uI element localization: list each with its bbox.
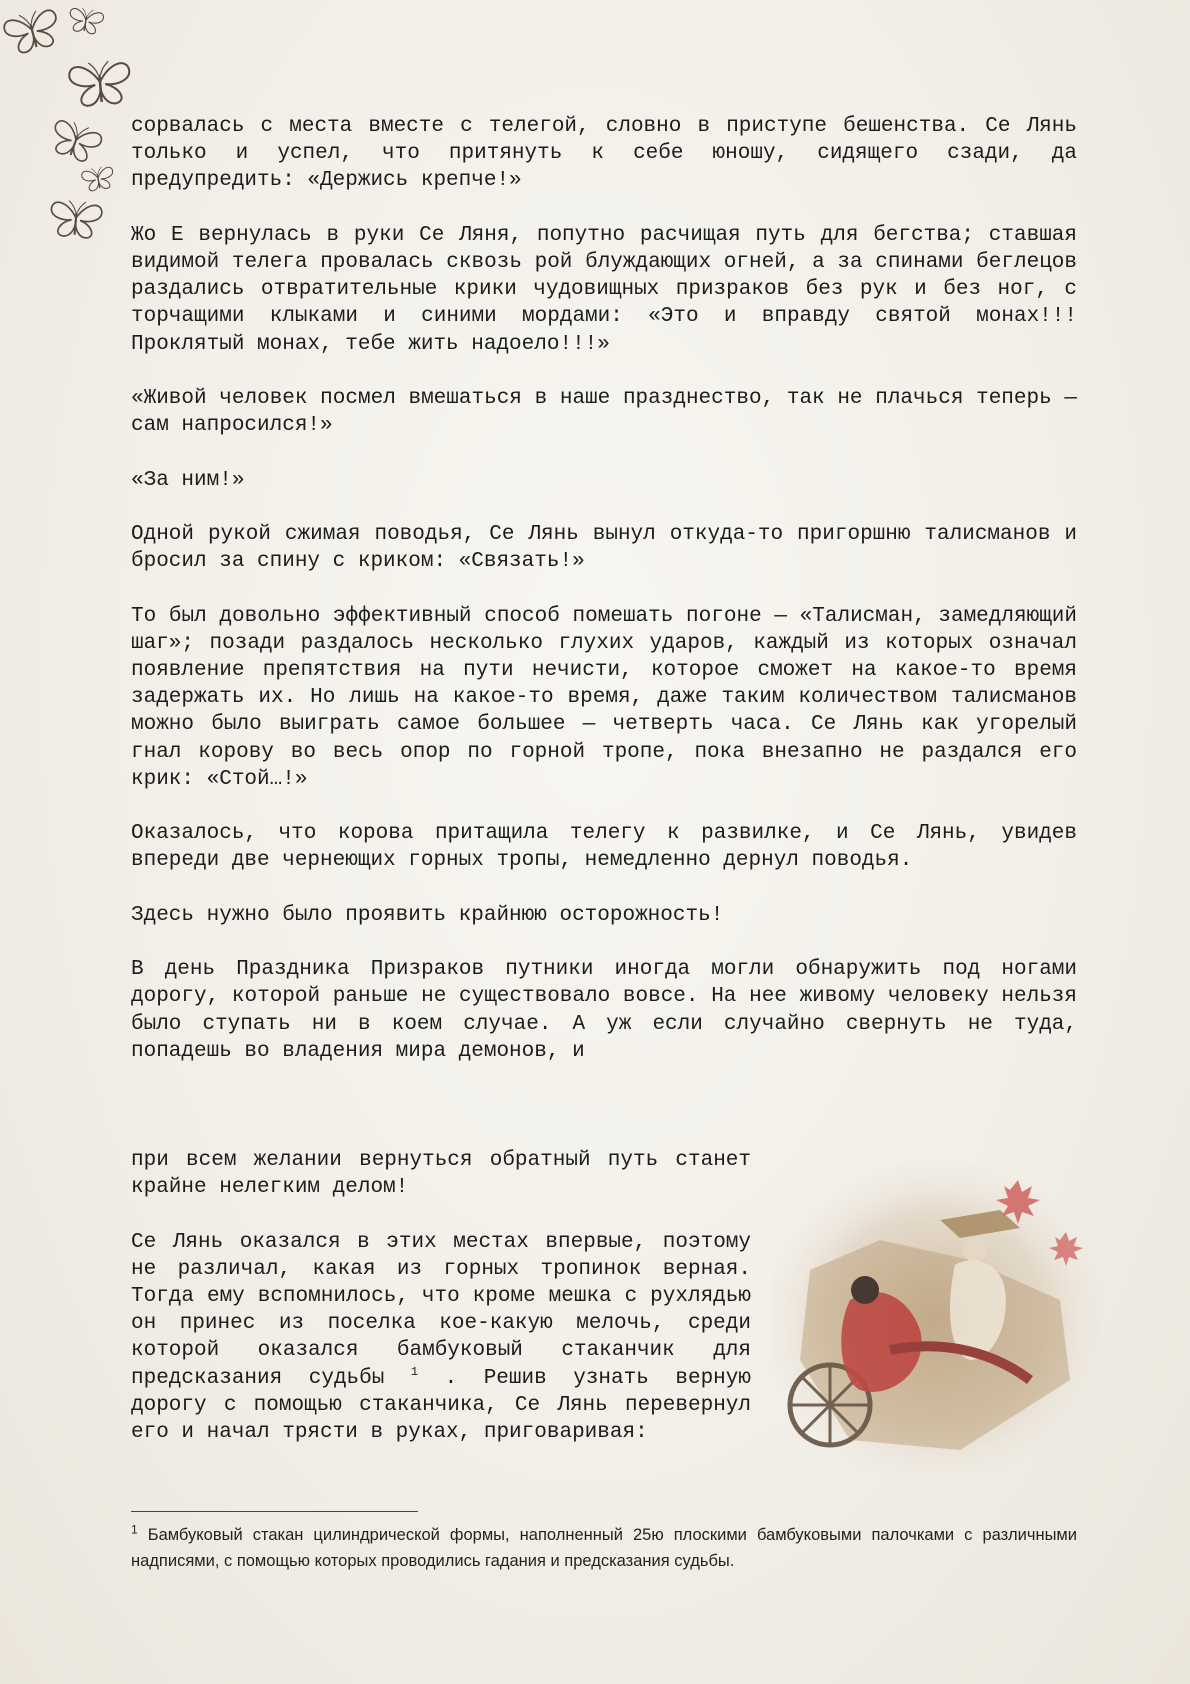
butterfly-icon <box>2 6 63 56</box>
paragraph: То был довольно эффективный способ помешать погоне — «Талисман, замедляющий шаг»; позади раздалось несколько глухих ударов, каждый из которых означал появление препятствия на пути нечисти, которое сможет на какое-то время задержать их. Но лишь на какое-то время, даже таким количеством талисманов можно было выиграть самое большее — четверть часа. Се Лянь как угорелый гнал корову во весь опор по горной тропе, пока внезапно не раздался его крик: «Стой…!» <box>131 604 1077 791</box>
side-text <box>131 1147 751 1473</box>
paragraph: Жо Е вернулась в руки Се Ляня, попутно расчищая путь для бегства; ставшая видимой телега провалась сквозь рой блуждающих огней, а за спинами беглецов раздались отвратительные крики чудовищных призраков без рук и без ног, с торчащими клыками и синими мордами: «Это и вправду святой монах!!! Проклятый монах, тебе жить надоело!!!» <box>131 223 1077 356</box>
footnote-marker: 1 <box>131 1522 138 1537</box>
paragraph: «Живой человек посмел вмешаться в наше празднество, так не плачься теперь — сам напросился!» <box>131 387 1077 438</box>
paragraph: Здесь нужно было проявить крайнюю осторожность! <box>131 903 724 927</box>
paragraph: В день Праздника Призраков путники иногда могли обнаружить под ногами дорогу, которой раньше не существовало вовсе. На нее живому человеку нельзя было ступать ни в коем случае. А уж если случайно свернуть не туда, попадешь во владения мира демонов, и <box>131 958 1077 1063</box>
paragraph: «За ним!» <box>131 468 245 492</box>
footnote-separator <box>131 1511 418 1512</box>
paragraph: при всем желании вернуться обратный путь станет крайне нелегким делом! <box>131 1149 751 1200</box>
illustration-image <box>770 1150 1100 1480</box>
paragraph <box>131 1229 751 1447</box>
butterfly-icon <box>47 117 104 165</box>
butterfly-icon <box>81 165 116 192</box>
main-text <box>131 113 1077 1065</box>
butterfly-icon <box>67 6 104 35</box>
paragraph: Одной рукой сжимая поводья, Се Лянь вынул откуда-то пригоршню талисманов и бросил за спину с криком: «Связать!» <box>131 522 1077 574</box>
footnote-text: Бамбуковый стакан цилиндрической формы, наполненный 25ю плоскими бамбуковыми палочками с различными надписями, с помощью которых проводились гадания и предсказания судьбы. <box>131 1526 1077 1570</box>
paragraph-text: Се Лянь оказался в этих местах впервые, поэтому не различал, какая из горных тропинок верная. Тогда ему вспомнилось, что кроме мешка с рухлядью он принес из поселка кое-какую мелочь, среди которой оказался бамбуковый стаканчик для предсказания судьбы <box>131 1230 751 1390</box>
paragraph: сорвалась с места вместе с телегой, словно в приступе бешенства. Се Лянь только и успел, что притянуть к себе юношу, сидящего сзади, да предупредить: «Держись крепче!» <box>131 115 1077 193</box>
paragraph-text: . Решив узнать верную дорогу с помощью стаканчика, Се Лянь перевернул его и начал трясти в руках, приговаривая: <box>131 1366 751 1445</box>
butterfly-icon <box>49 199 102 239</box>
footnote-reference[interactable]: 1 <box>410 1364 419 1379</box>
butterflies-decoration <box>0 0 150 250</box>
butterfly-icon <box>68 59 132 107</box>
footnote <box>131 1522 1077 1574</box>
paragraph: Оказалось, что корова притащила телегу к развилке, и Се Лянь, увидев впереди две чернеющих горных тропы, немедленно дернул поводья. <box>131 822 1077 873</box>
